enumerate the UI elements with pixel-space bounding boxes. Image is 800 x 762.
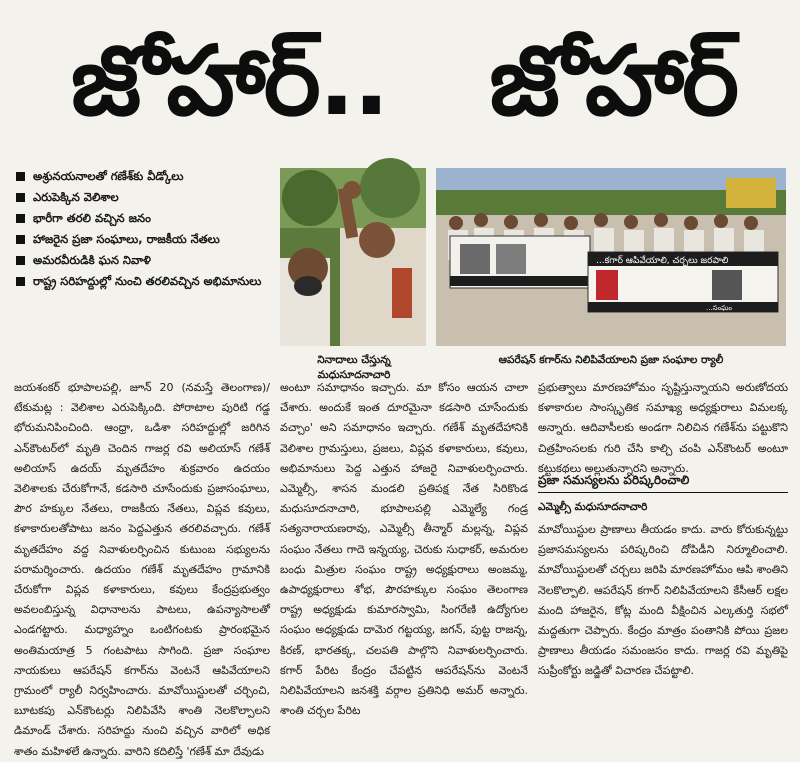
article-column-3: [538, 378, 788, 474]
square-bullet-icon: [16, 172, 25, 181]
highlight-item: రాష్ట్ర సరిహద్దుల్లో నుంచి తరలివచ్చిన అభిమానులు: [14, 273, 272, 290]
highlight-item: హాజరైన ప్రజా సంఘాలు, రాజకీయ నేతలు: [14, 231, 272, 248]
article-paragraph: మావోయిస్టుల ప్రాణాలు తీయడం కాదు. వారు కోరుకున్నట్టు ప్రజాసమస్యలను పరిష్కరించి దోపిడీని నిర్మూలించాలి. మావోయిస్టులతో చర్చలు జరిపి మారణహోమం ఆపి శాంతిని నెలకొల్పాలి. ఆపరేషన్ కగార్ నిలిపివేయాలని కేసీఆర్ లక్షల మంది హాజరైన, కోట్ల మంది వీక్షించిన ఎల్కతుర్తి సభలో మద్దతుగా చెప్పారు. కేంద్రం మాత్రం పంతానికి పోయి ప్రజల ప్రాణాలు తీయడం సమంజసం కాదు. గాజర్ల రవి మృతిపై సుప్రీంకోర్టు జడ్జితో విచారణ చేపట్టాలి.: [538, 523, 788, 678]
photo-rally: [436, 168, 786, 346]
square-bullet-icon: [16, 277, 25, 286]
square-bullet-icon: [16, 256, 25, 265]
highlight-item: అమరవీరుడికి ఘన నివాళి: [14, 252, 272, 269]
article-paragraph: జయశంకర్ భూపాలపల్లి, జూన్ 20 (నమస్తే తెలంగాణ)/టేకుమట్ల : వెలిశాల ఎరుపెక్కింది. పోరాటాల పురిటి గడ్డ భోరుమనిపించింది. ఆంధ్రా, ఒడిశా సరిహద్దుల్లో జరిగిన ఎన్‌కౌంటర్‌లో మృతి చెందిన గాజర్ల రవి అలియాస్ గణేశ్ అలియాస్ ఉదయ్ మృతదేహం శుక్రవారం ఉదయం వెలిశాలకు చేరుకోగానే, కడసారి చూసేందుకు ప్రజాసంఘాలు, పౌర హక్కుల నేతలు, రాజకీయ నేతలు, విప్లవ కవులు, కళాకారులతోపాటు జనం పెద్దఎత్తున తరలివచ్చారు. గణేశ్ మృతదేహం వద్ద నివాళులర్పించిన కుటుంబ సభ్యులను పరామర్శించారు. ఉదయం గణేశ్ మృతదేహం గ్రామానికి చేరుకోగా విప్లవ కళాకారులు, కవులు కేంద్రప్రభుత్వం అవలంబిస్తున్న విధానాలను పాటలు, ఉపన్యాసాలతో ఎండగట్టారు. మధ్యాహ్నం ఒంటిగంటకు ప్రారంభమైన అంతిమయాత్ర 5 గంటపాటు సాగింది. ప్రజా సంఘాల నాయకులు ఆపరేషన్ కగార్‌ను వెంటనే ఆపివేయాలని గ్రామంలో ర్యాలీ నిర్వహించారు. మావోయిస్టులతో చర్చించి, బూటకపు ఎన్‌కౌంటర్లు నిలిపివేసి శాంతి నెలకొల్పాలని డిమాండ్ చేశారు. సరిహద్దు నుంచి వచ్చిన వారిలో అధిక శాతం మహిళలే ఉన్నారు. వారిని కదిలిస్తే 'గణేశ్ మా దేవుడు: [14, 381, 270, 758]
article-paragraph: అంటూ సమాధానం ఇచ్చారు. మా కోసం ఆయన చాలా చేశారు. అందుకే ఇంత దూరమైనా కడసారి చూసేందుకు వచ్చాం' అని సమాధానం ఇచ్చారు. గణేశ్ మృతదేహానికి వెలిశాల గ్రామస్తులు, ప్రజలు, విప్లవ కళాకారులు, కవులు, అభిమానులు పెద్ద ఎత్తున హాజరై నివాళులర్పించారు. ఎమ్మెల్సీ, శాసన మండలి ప్రతిపక్ష నేత సిరికొండ మధుసూదనాచారి, భూపాలపల్లి ఎమ్మెల్యే గండ్ర సత్యనారాయణరావు, ఎమ్మెల్సీ తీన్మార్ మల్లన్న, విప్లవ సంఘం నేతలు గాదె ఇన్నయ్య, చెరుకు సుధాకర్, అమరుల బంధు మిత్రుల సంఘం రాష్ట్ర అధ్యక్షురాలు అంజమ్మ, ఉపాధ్యక్షురాలు శోభ, పౌరహక్కుల సంఘం తెలంగాణ రాష్ట్ర అధ్యక్షుడు కుమారస్వామి, సింగరేణి ఉద్యోగుల సంఘం అధ్యక్షుడు దామెర గట్టయ్య, జగన్, పుట్ట రాజన్న, కిరణ్, భారతక్క, చలపతి పాల్గొని నివాళులర్పించారు. కగార్ పేరిట కేంద్రం చేపట్టిన ఆపరేషన్‌ను వెంటనే నిలిపివేయాలని జనశక్తి వర్గాల ప్రతినిధి అమర్ అన్నారు. శాంతి చర్చల పేరిట: [280, 381, 528, 718]
article-column-2: [280, 378, 528, 718]
article-column-1: [14, 378, 270, 758]
square-bullet-icon: [16, 214, 25, 223]
photo2-caption: ఆపరేషన్ కగార్‌ను నిలిపివేయాలని ప్రజా సంఘాల ర్యాలీ: [498, 354, 724, 366]
headline-left: జోహార్..: [70, 25, 388, 137]
square-bullet-icon: [16, 193, 25, 202]
section-subhead: ప్రజా సమస్యలను పరిష్కరించాలి: [538, 473, 788, 493]
highlight-item: భారీగా తరలి వచ్చిన జనం: [14, 210, 272, 227]
banner-text: ...కగార్ ఆపివేయాలి, చర్చలు జరపాలి: [596, 256, 729, 266]
highlights-list: [14, 168, 272, 294]
square-bullet-icon: [16, 235, 25, 244]
photo1-caption: నినాదాలు చేస్తున్న మధుసూదనాచారి: [317, 354, 391, 381]
highlight-item: ఎరుపెక్కిన వెలిశాల: [14, 189, 272, 206]
headline: [20, 6, 788, 156]
byline: ఎమ్మెల్సీ మధుసూదనాచారి: [538, 501, 648, 513]
headline-right: జోహార్: [489, 25, 738, 137]
article-paragraph: ప్రభుత్వాలు మారణహోమం సృష్టిస్తున్నాయని అరుణోదయ కళాకారుల సాంస్కృతిక సమాఖ్య అధ్యక్షురాలు విమలక్క అన్నారు. ఆదివాసీలకు అండగా నిలిచిన గణేశ్‌ను పట్టుకొని చిత్రహింసలకు గురి చేసి కాల్చి చంపి ఎన్‌కౌంటర్ అంటూ కట్టుకథలు అల్లుతున్నారని అన్నారు.: [538, 381, 788, 475]
highlight-item: అశ్రునయనాలతో గణేశ్‌కు వీడ్కోలు: [14, 168, 272, 185]
photo-madhusudhanachari: [280, 168, 426, 346]
banner-sub-text: ...సంఘం: [706, 304, 733, 312]
article-column-3b: [538, 520, 788, 694]
